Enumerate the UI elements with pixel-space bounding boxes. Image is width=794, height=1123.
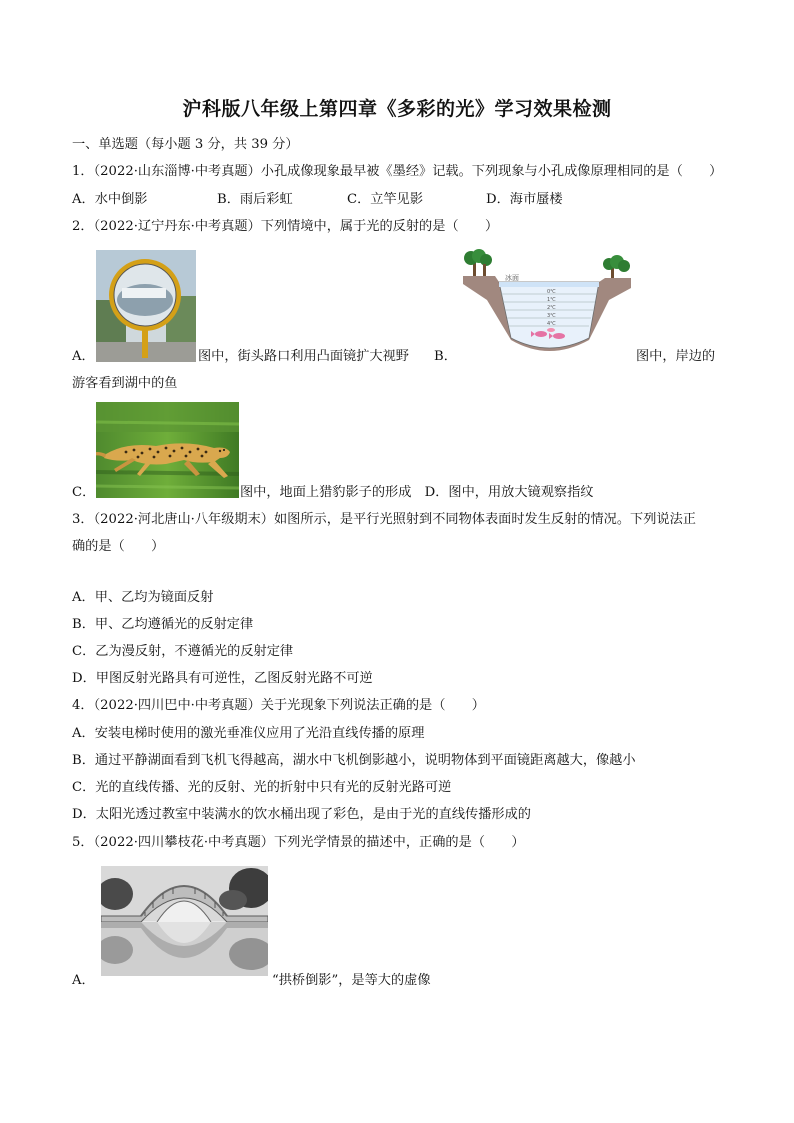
q2-option-b-text: 图中，岸边的	[636, 349, 716, 364]
lake-label-ice: 冰面	[505, 274, 519, 282]
q4-option-c: C．光的直线传播、光的反射、光的折射中只有光的反射光路可逆	[72, 780, 452, 795]
q5-option-a-label: A．	[72, 973, 95, 988]
q1-option-b: B．雨后彩虹	[217, 192, 293, 207]
q4-option-d: D．太阳光透过教室中装满水的饮水桶出现了彩色，是由于光的直线传播形成的	[72, 807, 531, 822]
question-5-stem: 5．（2022·四川攀枝花·中考真题）下列光学情景的描述中，正确的是（ ）	[72, 835, 525, 850]
section-heading: 一、单选题（每小题 3 分，共 39 分）	[72, 137, 299, 152]
q4-option-a: A．安装电梯时使用的激光垂准仪应用了光沿直线传播的原理	[72, 726, 425, 741]
lake-label-1c: 1℃	[547, 297, 556, 303]
cheetah-image	[96, 402, 239, 498]
question-2-stem: 2．（2022·辽宁丹东·中考真题）下列情境中，属于光的反射的是（ ）	[72, 219, 499, 234]
q3-option-c: C．乙为漫反射，不遵循光的反射定律	[72, 644, 294, 659]
q2-option-c-d-text: 图中，地面上猎豹影子的形成 D．图中，用放大镜观察指纹	[240, 485, 594, 500]
q3-option-b: B．甲、乙均遵循光的反射定律	[72, 617, 254, 632]
q2-option-b-continued: 游客看到湖中的鱼	[72, 376, 178, 391]
q3-option-d: D．甲图反射光路具有可逆性，乙图反射光路不可逆	[72, 671, 373, 686]
lake-label-3c: 3℃	[547, 313, 556, 319]
q1-option-a: A．水中倒影	[72, 192, 148, 207]
q5-option-a-text: “拱桥倒影”，是等大的虚像	[272, 973, 431, 988]
convex-mirror-image	[96, 250, 196, 362]
q4-option-b: B．通过平静湖面看到飞机飞得越高，湖水中飞机倒影越小，说明物体到平面镜距离越大，像越小	[72, 753, 636, 768]
question-4-stem: 4．（2022·四川巴中·中考真题）关于光现象下列说法正确的是（ ）	[72, 698, 485, 713]
q2-option-b-label: B．	[434, 349, 457, 364]
lake-label-2c: 2℃	[547, 305, 556, 311]
page-title: 沪科版八年级上第四章《多彩的光》学习效果检测	[182, 98, 612, 120]
q2-option-c-label: C．	[72, 485, 96, 500]
q3-option-a: A．甲、乙均为镜面反射	[72, 590, 214, 605]
q1-option-c: C．立竿见影	[347, 192, 424, 207]
question-3-stem-line2: 确的是（ ）	[72, 539, 165, 554]
lake-label-4c: 4℃	[547, 321, 556, 327]
question-1-stem: 1．（2022·山东淄博·中考真题）小孔成像现象最早被《墨经》记载。下列现象与小孔成像原理相同的是（ ）	[72, 164, 723, 179]
lake-label-0c: 0℃	[547, 289, 556, 295]
lake-cross-section-image	[459, 244, 635, 366]
question-3-stem-line1: 3．（2022·河北唐山·八年级期末）如图所示，是平行光照射到不同物体表面时发生反射的情况。下列说法正	[72, 512, 696, 527]
q2-option-a-label: A．	[72, 349, 95, 364]
arch-bridge-image	[101, 866, 268, 976]
q1-option-d: D．海市蜃楼	[486, 192, 563, 207]
q2-option-a-text: 图中，街头路口利用凸面镜扩大视野	[198, 349, 409, 364]
